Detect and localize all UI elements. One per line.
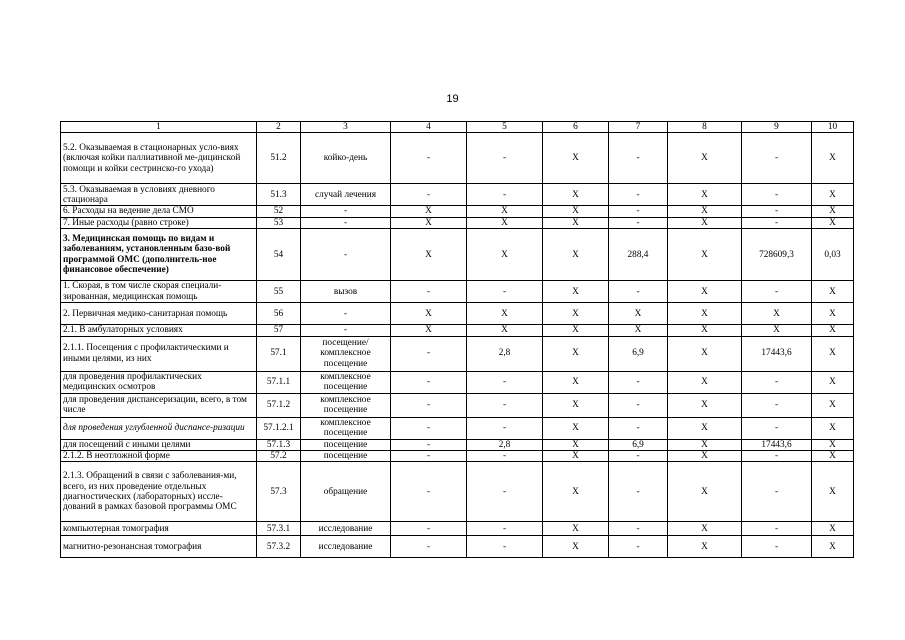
table-cell: - <box>467 371 543 393</box>
table-cell: - <box>742 393 812 417</box>
row-description: 5.2. Оказываемая в стационарных усло-виях (включая койки паллиативной ме-дицинской помощи и койки сестринско-го ухода) <box>61 133 257 184</box>
table-cell: - <box>467 417 543 439</box>
table-cell: X <box>812 417 854 439</box>
table-cell: - <box>609 217 668 228</box>
row-description: 2.1. В амбулаторных условиях <box>61 325 257 336</box>
table-cell: - <box>391 417 467 439</box>
table-row <box>61 184 854 206</box>
table-cell: 56 <box>257 303 301 325</box>
table-cell: X <box>543 462 609 522</box>
table-cell: X <box>812 303 854 325</box>
row-description: компьютерная томография <box>61 522 257 536</box>
row-description: 3. Медицинская помощь по видам и заболеваниям, установленным базо-вой программой ОМС (дополнитель-ное финансовое обеспечение) <box>61 229 257 281</box>
table-cell: X <box>812 522 854 536</box>
table-cell: X <box>668 303 742 325</box>
table-cell: - <box>742 536 812 558</box>
table-cell: X <box>812 462 854 522</box>
table-cell: 51.3 <box>257 184 301 206</box>
row-description: для проведения диспансеризации, всего, в том числе <box>61 393 257 417</box>
table-cell: - <box>467 281 543 303</box>
table-cell: X <box>812 336 854 371</box>
table-cell: - <box>391 133 467 184</box>
table-cell: X <box>668 325 742 336</box>
table-cell: X <box>668 184 742 206</box>
row-description: 2.1.1. Посещения с профилактическими и иными целями, из них <box>61 336 257 371</box>
table-cell: - <box>609 417 668 439</box>
table-cell: - <box>301 229 391 281</box>
table-cell: X <box>742 303 812 325</box>
table-cell: - <box>742 462 812 522</box>
table-cell: X <box>467 217 543 228</box>
table-cell: X <box>543 184 609 206</box>
table-cell: X <box>668 439 742 450</box>
table-cell: - <box>391 522 467 536</box>
table-cell: 17443,6 <box>742 439 812 450</box>
table-cell: - <box>609 536 668 558</box>
table-cell: 0,03 <box>812 229 854 281</box>
table-cell: - <box>467 522 543 536</box>
table-row <box>61 451 854 462</box>
table-cell: X <box>668 451 742 462</box>
table-cell: 57.1.3 <box>257 439 301 450</box>
table-cell: X <box>543 325 609 336</box>
table-cell: 6,9 <box>609 439 668 450</box>
table-cell: X <box>812 451 854 462</box>
row-description: 2. Первичная медико-санитарная помощь <box>61 303 257 325</box>
table-cell: 57.1.2 <box>257 393 301 417</box>
table-cell: X <box>543 522 609 536</box>
table-cell: - <box>609 206 668 217</box>
table-cell: 53 <box>257 217 301 228</box>
row-description: 6. Расходы на ведение дела СМО <box>61 206 257 217</box>
table-cell: - <box>742 371 812 393</box>
header-cell: 8 <box>668 122 742 133</box>
table-cell: 51.2 <box>257 133 301 184</box>
table-cell: X <box>668 229 742 281</box>
header-cell: 5 <box>467 122 543 133</box>
table-cell: - <box>742 184 812 206</box>
table-cell: - <box>301 217 391 228</box>
table-cell: - <box>742 217 812 228</box>
header-row <box>61 122 854 133</box>
table-cell: X <box>391 206 467 217</box>
table-cell: 57.3.2 <box>257 536 301 558</box>
table-cell: X <box>543 536 609 558</box>
table-cell: - <box>391 393 467 417</box>
table-cell: вызов <box>301 281 391 303</box>
table-cell: X <box>668 281 742 303</box>
table-row <box>61 336 854 371</box>
table-cell: X <box>467 206 543 217</box>
row-description: для проведения профилактических медицинских осмотров <box>61 371 257 393</box>
table-cell: - <box>301 206 391 217</box>
table-cell: X <box>543 303 609 325</box>
table-cell: X <box>812 133 854 184</box>
table-row <box>61 536 854 558</box>
header-cell: 3 <box>301 122 391 133</box>
table-cell: X <box>812 281 854 303</box>
table-cell: - <box>467 393 543 417</box>
table-cell: X <box>391 303 467 325</box>
table-cell: - <box>609 462 668 522</box>
header-cell: 7 <box>609 122 668 133</box>
table-cell: X <box>543 206 609 217</box>
table-cell: - <box>742 281 812 303</box>
table-cell: - <box>467 462 543 522</box>
table-row <box>61 439 854 450</box>
table-cell: X <box>812 439 854 450</box>
table-cell: 2,8 <box>467 439 543 450</box>
table-cell: - <box>742 206 812 217</box>
table-cell: - <box>742 133 812 184</box>
row-description: 2.1.2. В неотложной форме <box>61 451 257 462</box>
table-cell: X <box>668 393 742 417</box>
table-cell: обращение <box>301 462 391 522</box>
table-row <box>61 229 854 281</box>
table-cell: X <box>812 217 854 228</box>
table-cell: - <box>467 133 543 184</box>
table-cell: - <box>609 371 668 393</box>
table-cell: X <box>543 417 609 439</box>
table-row <box>61 217 854 228</box>
table-cell: X <box>543 133 609 184</box>
table-cell: 57.1 <box>257 336 301 371</box>
header-cell: 10 <box>812 122 854 133</box>
table-cell: - <box>301 303 391 325</box>
table-cell: X <box>812 536 854 558</box>
table-cell: X <box>668 522 742 536</box>
table-cell: X <box>543 336 609 371</box>
table-cell: 2,8 <box>467 336 543 371</box>
row-description: 2.1.3. Обращений в связи с заболевания-ми, всего, из них проведение отдельных диагностических (лабораторных) иссле-дований в рамках базовой программы ОМС <box>61 462 257 522</box>
table-cell: посещение <box>301 439 391 450</box>
header-cell: 4 <box>391 122 467 133</box>
table-cell: - <box>742 451 812 462</box>
table-cell: - <box>609 393 668 417</box>
table-cell: - <box>742 417 812 439</box>
table-cell: - <box>391 451 467 462</box>
table-cell: X <box>391 325 467 336</box>
table-cell: 57.3.1 <box>257 522 301 536</box>
table-cell: X <box>609 303 668 325</box>
table-cell: X <box>543 217 609 228</box>
table-cell: 57.1.1 <box>257 371 301 393</box>
table-cell: X <box>543 229 609 281</box>
table-cell: X <box>609 325 668 336</box>
table-cell: случай лечения <box>301 184 391 206</box>
row-description: для проведения углубленной диспансе-ризации <box>61 417 257 439</box>
table-cell: X <box>543 439 609 450</box>
table-row <box>61 133 854 184</box>
table-cell: X <box>668 133 742 184</box>
table-cell: - <box>609 133 668 184</box>
table-cell: - <box>742 522 812 536</box>
table-row <box>61 417 854 439</box>
table-cell: посещение/ комплексное посещение <box>301 336 391 371</box>
table-cell: комплексное посещение <box>301 417 391 439</box>
table-cell: - <box>467 451 543 462</box>
table-cell: койко-день <box>301 133 391 184</box>
table-cell: X <box>467 303 543 325</box>
table-cell: X <box>668 536 742 558</box>
table-cell: 57.1.2.1 <box>257 417 301 439</box>
table-cell: 55 <box>257 281 301 303</box>
table-row <box>61 462 854 522</box>
table-cell: 54 <box>257 229 301 281</box>
table-cell: X <box>668 371 742 393</box>
table-cell: 6,9 <box>609 336 668 371</box>
table-cell: X <box>742 325 812 336</box>
table-cell: - <box>391 371 467 393</box>
table-row <box>61 522 854 536</box>
table-cell: X <box>668 462 742 522</box>
table-cell: 57.3 <box>257 462 301 522</box>
table-row <box>61 393 854 417</box>
table-cell: - <box>391 184 467 206</box>
table-cell: X <box>812 325 854 336</box>
table-cell: - <box>609 522 668 536</box>
table-cell: X <box>543 281 609 303</box>
header-cell: 9 <box>742 122 812 133</box>
table-cell: X <box>668 206 742 217</box>
table-cell: комплексное посещение <box>301 371 391 393</box>
table-cell: - <box>391 462 467 522</box>
page-number: 19 <box>446 93 459 105</box>
table-cell: - <box>391 336 467 371</box>
table-cell: посещение <box>301 451 391 462</box>
header-cell: 2 <box>257 122 301 133</box>
table-row <box>61 206 854 217</box>
table-row <box>61 281 854 303</box>
table-cell: - <box>391 536 467 558</box>
table-cell: X <box>668 217 742 228</box>
table-cell: X <box>543 371 609 393</box>
table-cell: 17443,6 <box>742 336 812 371</box>
table-cell: - <box>467 184 543 206</box>
table-cell: 57.2 <box>257 451 301 462</box>
row-description: для посещений с иными целями <box>61 439 257 450</box>
table-cell: X <box>812 206 854 217</box>
table-cell: X <box>668 336 742 371</box>
table-cell: - <box>391 439 467 450</box>
table-cell: - <box>609 281 668 303</box>
data-table <box>60 121 854 558</box>
table-cell: X <box>668 417 742 439</box>
table-cell: 288,4 <box>609 229 668 281</box>
row-description: 5.3. Оказываемая в условиях дневного стационара <box>61 184 257 206</box>
header-cell: 6 <box>543 122 609 133</box>
header-cell: 1 <box>61 122 257 133</box>
table-cell: X <box>467 325 543 336</box>
table-cell: X <box>543 451 609 462</box>
table-cell: X <box>391 217 467 228</box>
table-cell: X <box>391 229 467 281</box>
table-row <box>61 325 854 336</box>
table-cell: исследование <box>301 522 391 536</box>
row-description: магнитно-резонансная томография <box>61 536 257 558</box>
table-cell: - <box>609 184 668 206</box>
table-cell: - <box>301 325 391 336</box>
row-description: 1. Скорая, в том числе скорая специали-зированная, медицинская помощь <box>61 281 257 303</box>
table-cell: X <box>812 184 854 206</box>
table-cell: 57 <box>257 325 301 336</box>
table-cell: - <box>391 281 467 303</box>
row-description: 7. Иные расходы (равно строке) <box>61 217 257 228</box>
table-cell: - <box>609 451 668 462</box>
table-cell: 728609,3 <box>742 229 812 281</box>
table-cell: X <box>812 393 854 417</box>
table-cell: комплексное посещение <box>301 393 391 417</box>
table-cell: исследование <box>301 536 391 558</box>
table-cell: X <box>543 393 609 417</box>
table-cell: 52 <box>257 206 301 217</box>
table-cell: X <box>812 371 854 393</box>
table-cell: - <box>467 536 543 558</box>
table-row <box>61 371 854 393</box>
table-cell: X <box>467 229 543 281</box>
table-row <box>61 303 854 325</box>
